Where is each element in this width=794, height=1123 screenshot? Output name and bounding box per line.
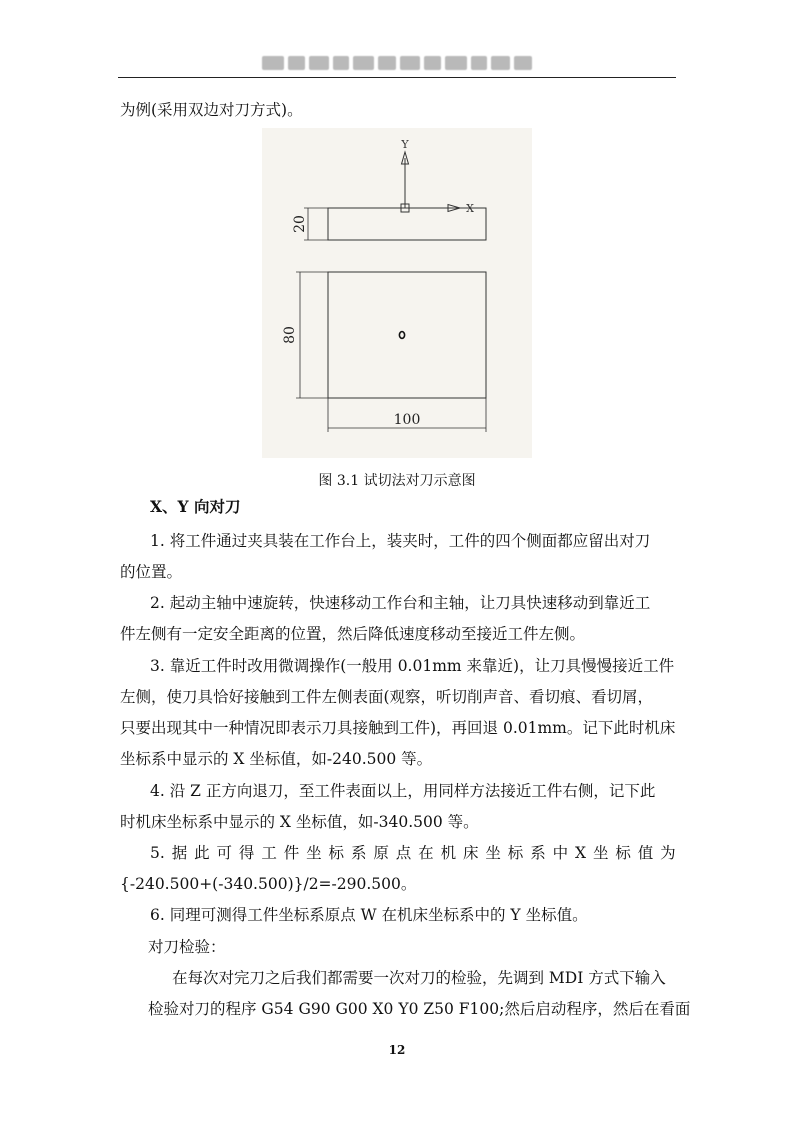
running-header-blurred: [262, 52, 532, 74]
p2-line2: 件左侧有一定安全距离的位置，然后降低速度移动至接近工件左侧。: [120, 625, 586, 643]
figure-caption-text: 试切法对刀示意图: [363, 473, 476, 489]
p5-word: 坐: [485, 844, 501, 862]
intro-line: 为例(采用双边对刀方式)。: [120, 101, 303, 119]
check-line1: 在每次对完刀之后我们都需要一次对刀的检验，先调到 MDI 方式下输入: [172, 969, 666, 987]
p3-line4: 坐标系中显示的 X 坐标值，如-240.500 等。: [120, 750, 433, 768]
p5-word: 为: [660, 844, 676, 862]
section-heading: X、Y 向对刀: [150, 497, 241, 516]
p5-word: 标: [615, 844, 631, 862]
p3-line3: 只要出现其中一种情况即表示刀具接触到工件)，再回退 0.01mm。记下此时机床: [120, 719, 676, 737]
p5-word: 机: [440, 844, 457, 862]
p3-line2: 左侧，使刀具恰好接触到工件左侧表面(观察，听切削声音、看切痕、看切屑，: [120, 688, 654, 706]
figure-caption: [0, 470, 794, 490]
p5-word: 床: [462, 844, 479, 862]
p5-line2: {-240.500+(-340.500)}/2=-290.500。: [120, 875, 417, 893]
p5-word: X: [575, 844, 587, 862]
p5-word: 据: [171, 844, 188, 862]
p5-word: 5.: [150, 844, 165, 862]
p5-word: 标: [328, 844, 345, 862]
p5-word: 得: [238, 844, 255, 862]
dimension-20-label: 20: [292, 215, 308, 233]
check-heading: 对刀检验：: [148, 938, 226, 956]
p5-word: 可: [216, 844, 233, 862]
p5-word: 值: [637, 844, 654, 862]
p4-line1: 4. 沿 Z 正方向退刀，至工件表面以上，用同样方法接近工件右侧，记下此: [150, 782, 656, 800]
dimension-80: [296, 272, 328, 398]
p6-line1: 6. 同理可测得工件坐标系原点 W 在机床坐标系中的 Y 坐标值。: [150, 906, 588, 924]
dimension-80-label: 80: [282, 326, 298, 344]
cutting-trial-figure: [262, 128, 532, 458]
x-axis-label: X: [466, 202, 474, 215]
p5-word: 坐: [592, 844, 609, 862]
p5-word: 工: [261, 844, 277, 862]
y-axis-label: Y: [401, 138, 409, 151]
header-rule: [118, 77, 676, 78]
p2-line1: 2. 起动主轴中速旋转，快速移动工作台和主轴，让刀具快速移动到靠近工: [150, 594, 651, 612]
p4-line2: 时机床坐标系中显示的 X 坐标值，如-340.500 等。: [120, 813, 479, 831]
p5-word: 此: [194, 844, 210, 862]
page-number: 12: [388, 1043, 406, 1057]
p5-word: 系: [530, 844, 546, 862]
p5-word: 坐: [306, 844, 322, 862]
y-axis: [402, 152, 409, 208]
check-line2: 检验对刀的程序 G54 G90 G00 X0 Y0 Z50 F100;然后启动程序，然后在看面: [148, 1000, 691, 1018]
p5-word: 原: [373, 844, 389, 862]
center-point: [399, 332, 404, 339]
p5-word: 标: [507, 844, 524, 862]
p5-word: 系: [350, 844, 367, 862]
p1-line2: 的位置。: [120, 563, 183, 581]
p3-line1: 3. 靠近工件时改用微调操作(一般用 0.01mm 来靠近)，让刀具慢慢接近工件: [150, 657, 675, 675]
figure-caption-number: 图 3.1: [318, 473, 360, 489]
workpiece-top-view: [328, 272, 486, 398]
p5-line1: [150, 843, 676, 863]
p5-word: 件: [283, 844, 300, 862]
p5-word: 在: [418, 844, 434, 862]
workpiece-side-view: [328, 208, 486, 240]
p1-line1: 1. 将工件通过夹具装在工作台上，装夹时，工件的四个侧面都应留出对刀: [150, 532, 651, 550]
p5-word: 中: [552, 844, 569, 862]
p5-word: 点: [395, 844, 412, 862]
dimension-100-label: 100: [393, 412, 421, 428]
